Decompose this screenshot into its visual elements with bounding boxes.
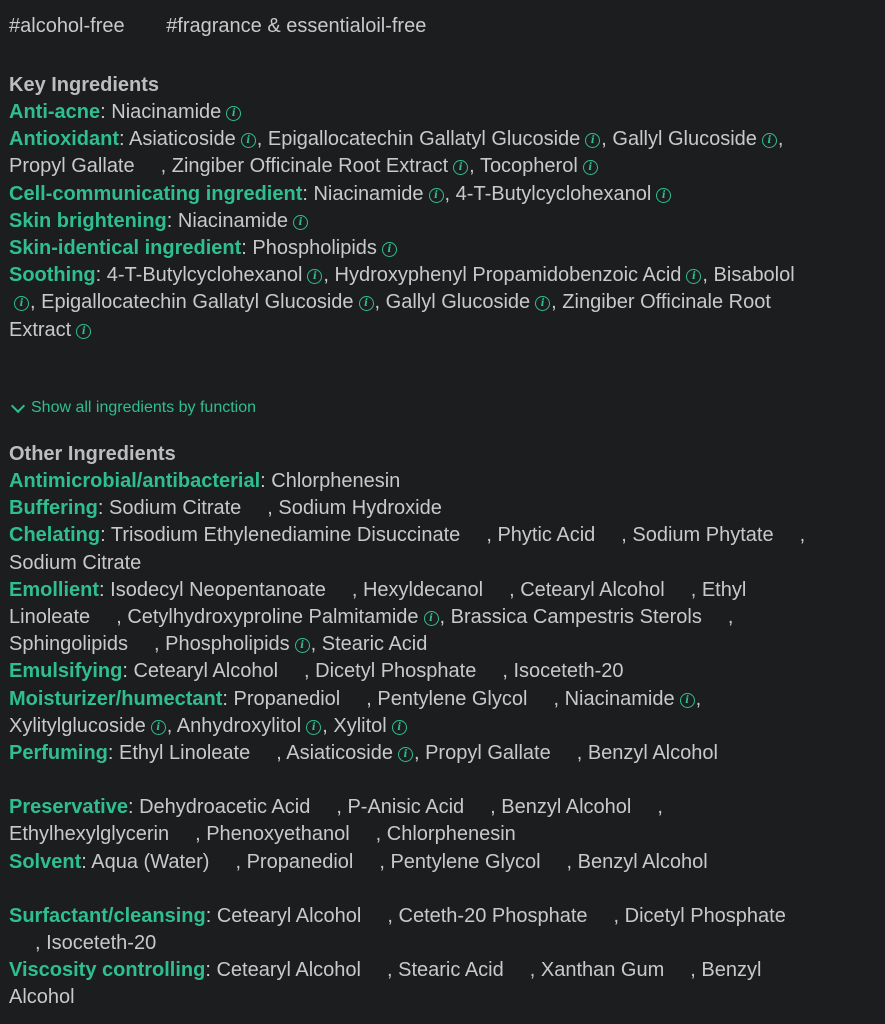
function-row-skin-identical-ingredient (9, 235, 809, 262)
function-category-link[interactable]: Viscosity controlling (9, 959, 206, 982)
function-row-viscosity-controlling: Viscosity controlling: Cetearyl Alcohol , Stearic Acid , Xanthan Gum , Benzyl Alcohol (9, 959, 762, 1009)
ingredient-link[interactable]: Trisodium Ethylenediamine Disuccinate (110, 524, 461, 547)
info-icon[interactable]: i (762, 133, 777, 148)
function-row-anti-acne (9, 99, 809, 126)
function-category-link[interactable]: Emulsifying (9, 660, 123, 683)
ingredient-link[interactable]: Pentylene Glycol (377, 687, 528, 710)
separator: : (127, 796, 140, 819)
function-row-surfactant-cleansing: Surfactant/cleansing: Cetearyl Alcohol , Ceteth-20 Phosphate , Dicetyl Phosphate, Isoceteth-20 (9, 904, 786, 955)
ingredient-link[interactable]: Epigallocatechin Gallatyl Glucoside (267, 128, 581, 151)
function-category-link[interactable]: Cell-communicating ingredient (9, 182, 303, 205)
function-category-link[interactable]: Anti-acne (9, 101, 101, 123)
key-ingredients-list (9, 99, 809, 344)
function-category-link[interactable]: Preservative (9, 796, 128, 819)
info-icon[interactable]: i (585, 133, 600, 148)
key-ingredients-heading: Key Ingredients (9, 74, 160, 96)
function-row-buffering: Buffering: Sodium Citrate , Sodium Hydroxide (9, 497, 442, 520)
info-icon[interactable]: i (535, 296, 550, 311)
info-icon[interactable]: i (686, 269, 701, 284)
separator: : (260, 470, 272, 492)
ingredient-link[interactable]: Ethyl Linoleate (9, 578, 747, 629)
function-row-preservative: Preservative: Dehydroacetic Acid , P-Anisic Acid , Benzyl Alcohol , Ethylhexylglycerin , Phenoxyethanol , Chlorphenesin (9, 796, 663, 846)
ingredient-link[interactable]: Zingiber Officinale Root Extract (9, 291, 771, 341)
separator: : (166, 209, 178, 232)
ingredient-link[interactable]: Isoceteth-20 (513, 660, 624, 683)
ingredient-link[interactable]: Cetearyl Alcohol (133, 660, 279, 683)
separator: : (205, 904, 217, 927)
info-icon[interactable]: i (429, 188, 444, 203)
ingredient-link[interactable]: Hexyldecanol (362, 578, 484, 601)
separator: : (119, 128, 130, 151)
info-icon[interactable]: i (76, 324, 91, 339)
ingredient-link[interactable]: Niacinamide (177, 209, 288, 232)
separator: : (107, 742, 120, 765)
info-icon[interactable]: i (656, 188, 671, 203)
function-category-link[interactable]: Buffering (9, 497, 98, 520)
ingredient-link[interactable]: Xylitol (333, 714, 387, 737)
info-icon[interactable]: i (241, 133, 256, 148)
tag-alcohol-free[interactable]: #alcohol-free (9, 15, 125, 37)
info-icon[interactable]: i (295, 638, 310, 653)
function-category-link[interactable]: Surfactant/cleansing (9, 904, 206, 927)
function-category-link[interactable]: Moisturizer/humectant (9, 687, 223, 710)
function-row-cell-communicating-ingredient: Cell-communicating ingredient: Niacinamide i , 4-T-Butylcyclohexanol i (9, 181, 809, 208)
ingredient-link[interactable]: Benzyl Alcohol (9, 959, 762, 1009)
function-row-emollient: Emollient: Isodecyl Neopentanoate , Hexyldecanol , Cetearyl Alcohol , Ethyl Linoleate , Cetylhydroxyproline Palmitamide i , Brassica Campestris Sterols , Sphingolipids , Phospholipids i , Stearic Acid (9, 578, 747, 656)
ingredient-link[interactable]: Cetylhydroxyproline Palmitamide (127, 606, 419, 629)
ingredient-link[interactable]: Phytic Acid (497, 524, 596, 547)
function-row-perfuming: Perfuming: Ethyl Linoleate , Asiaticoside i , Propyl Gallate , Benzyl Alcohol (9, 742, 718, 765)
ingredient-link[interactable]: Sodium Citrate (109, 497, 242, 520)
ingredient-link[interactable]: Epigallocatechin Gallatyl Glucoside (41, 291, 354, 314)
ingredient-link[interactable]: Cetearyl Alcohol (216, 959, 361, 982)
info-icon[interactable]: i (306, 720, 321, 735)
function-category-link[interactable]: Antimicrobial/antibacterial (9, 470, 261, 492)
ingredient-link[interactable]: Sodium Hydroxide (278, 497, 442, 520)
ingredient-link[interactable]: Niacinamide (564, 687, 675, 710)
ingredient-link[interactable]: Propyl Gallate (9, 155, 135, 178)
separator: : (95, 264, 107, 287)
ingredient-link[interactable]: 4-T-Butylcyclohexanol (455, 182, 652, 205)
ingredient-link[interactable]: Benzyl Alcohol (577, 850, 708, 873)
chevron-down-icon (11, 398, 25, 412)
separator: : (97, 497, 110, 520)
separator: : (81, 850, 92, 873)
info-icon[interactable]: i (392, 720, 407, 735)
ingredient-link[interactable]: Isodecyl Neopentanoate (110, 578, 326, 601)
ingredient-link[interactable]: Aqua (Water) (91, 850, 210, 873)
function-row-soothing: Soothing: 4-T-Butylcyclohexanol i , Hydroxyphenyl Propamidobenzoic Acid i , Bisabololi , Epigallocatechin Gallatyl Glucoside i , Gallyl Glucoside i , Zingiber Officinale Root Extract i (9, 264, 795, 341)
info-icon[interactable]: i (151, 720, 166, 735)
ingredient-link[interactable]: Ceteth-20 Phosphate (398, 904, 588, 927)
ingredient-link[interactable]: Niacinamide (111, 101, 222, 123)
ingredient-link[interactable]: Tocopherol (479, 155, 578, 178)
function-row-chelating: Chelating: Trisodium Ethylenediamine Disuccinate , Phytic Acid , Sodium Phytate , Sodium Citrate (9, 524, 806, 574)
show-all-label: Show all ingredients by function (31, 399, 257, 416)
function-category-link[interactable]: Skin brightening (9, 209, 167, 232)
function-row-moisturizer-humectant: Moisturizer/humectant: Propanediol , Pentylene Glycol , Niacinamide i , Xylitylglucoside i , Anhydroxylitol i , Xylitol i (9, 687, 702, 737)
other-ingredients-list (9, 468, 809, 1012)
ingredient-link[interactable]: Dehydroacetic Acid (139, 796, 311, 819)
function-category-link[interactable]: Solvent (9, 850, 82, 873)
tag-fragrance-free[interactable]: #fragrance & essentialoil-free (166, 15, 427, 37)
function-category-link[interactable]: Soothing (9, 264, 96, 287)
ingredient-link[interactable]: Dicetyl Phosphate (315, 660, 477, 683)
ingredient-link[interactable]: P-Anisic Acid (347, 796, 465, 819)
ingredient-link[interactable]: Isoceteth-20 (46, 932, 157, 955)
info-icon[interactable]: i (680, 693, 695, 708)
ingredient-link[interactable]: Brassica Campestris Sterols (450, 606, 702, 629)
function-category-link[interactable]: Emollient (9, 578, 100, 601)
info-icon[interactable]: i (14, 296, 29, 311)
info-icon[interactable]: i (398, 747, 413, 762)
separator: : (99, 578, 111, 601)
ingredient-link[interactable]: Asiaticoside (129, 128, 236, 151)
ingredient-link[interactable]: Niacinamide (313, 182, 424, 205)
other-ingredients-heading: Other Ingredients (9, 443, 176, 465)
ingredient-link[interactable]: Bisabolol (713, 264, 795, 287)
ingredient-link[interactable]: Cetearyl Alcohol (520, 578, 665, 601)
ingredient-link[interactable]: Propyl Gallate (425, 742, 551, 765)
ingredient-link[interactable]: Sphingolipids (9, 633, 128, 656)
ingredient-link[interactable]: Zingiber Officinale Root Extract (171, 155, 449, 178)
ingredient-link[interactable]: Cetearyl Alcohol (216, 904, 362, 927)
ingredient-link[interactable]: Phenoxyethanol (206, 823, 350, 846)
ingredient-link[interactable]: Propanediol (233, 687, 341, 710)
ingredient-link[interactable]: Phospholipids (252, 237, 377, 260)
function-row-antimicrobial-antibacterial (9, 468, 809, 495)
separator: : (205, 959, 217, 982)
ingredient-link[interactable]: Gallyl Glucoside (612, 128, 757, 151)
separator: : (222, 687, 234, 710)
info-icon[interactable]: i (424, 611, 439, 626)
info-icon[interactable]: i (293, 215, 308, 230)
show-all-ingredients-link[interactable] (9, 397, 256, 419)
ingredient-link[interactable]: Anhydroxylitol (176, 714, 302, 737)
function-row-emulsifying: Emulsifying: Cetearyl Alcohol , Dicetyl Phosphate , Isoceteth-20 (9, 660, 624, 683)
ingredient-link[interactable]: Chlorphenesin (386, 823, 516, 846)
function-category-link[interactable]: Chelating (9, 524, 101, 547)
info-icon[interactable]: i (307, 269, 322, 284)
function-category-link[interactable]: Antioxidant (9, 128, 119, 151)
function-row-skin-brightening (9, 208, 809, 235)
info-icon[interactable]: i (453, 160, 468, 175)
tag-list (9, 13, 462, 40)
info-icon[interactable]: i (359, 296, 374, 311)
ingredient-link[interactable]: Ethyl Linoleate (119, 742, 251, 765)
separator: : (100, 524, 111, 547)
ingredient-link[interactable]: Xylitylglucoside (9, 714, 146, 737)
ingredient-link[interactable]: Asiaticoside (286, 742, 393, 765)
ingredient-link[interactable]: Chlorphenesin (271, 470, 401, 492)
ingredient-link[interactable]: Propanediol (246, 850, 354, 873)
ingredient-link[interactable]: Benzyl Alcohol (501, 796, 632, 819)
ingredient-link[interactable]: Xanthan Gum (540, 959, 665, 982)
function-category-link[interactable]: Skin-identical ingredient (9, 237, 242, 260)
separator: : (122, 660, 134, 683)
function-row-solvent: Solvent: Aqua (Water) , Propanediol , Pentylene Glycol , Benzyl Alcohol (9, 850, 708, 873)
ingredient-link[interactable]: Dicetyl Phosphate (624, 904, 786, 927)
ingredient-link[interactable]: Sodium Phytate (632, 524, 774, 547)
ingredient-link[interactable]: Pentylene Glycol (390, 850, 541, 873)
ingredient-link[interactable]: Hydroxyphenyl Propamidobenzoic Acid (334, 264, 682, 287)
info-icon[interactable]: i (226, 106, 241, 121)
ingredient-link[interactable]: Gallyl Glucoside (385, 291, 531, 314)
function-row-antioxidant: Antioxidant: Asiaticoside i , Epigallocatechin Gallatyl Glucoside i , Gallyl Glucoside i , Propyl Gallate , Zingiber Officinale Root Extract i , Tocopherol i (9, 128, 784, 178)
info-icon[interactable]: i (382, 242, 397, 257)
ingredient-link[interactable]: 4-T-Butylcyclohexanol (106, 264, 303, 287)
ingredient-link[interactable]: Stearic Acid (321, 633, 428, 656)
ingredient-link[interactable]: Ethylhexylglycerin (9, 823, 170, 846)
ingredient-link[interactable]: Benzyl Alcohol (587, 742, 718, 765)
info-icon[interactable]: i (583, 160, 598, 175)
ingredient-link[interactable]: Sodium Citrate (9, 551, 142, 574)
separator: : (241, 237, 253, 260)
separator: : (100, 101, 112, 123)
ingredient-link[interactable]: Phospholipids (165, 633, 290, 656)
function-category-link[interactable]: Perfuming (9, 742, 108, 765)
separator: : (302, 182, 314, 205)
ingredient-link[interactable]: Stearic Acid (398, 959, 504, 982)
